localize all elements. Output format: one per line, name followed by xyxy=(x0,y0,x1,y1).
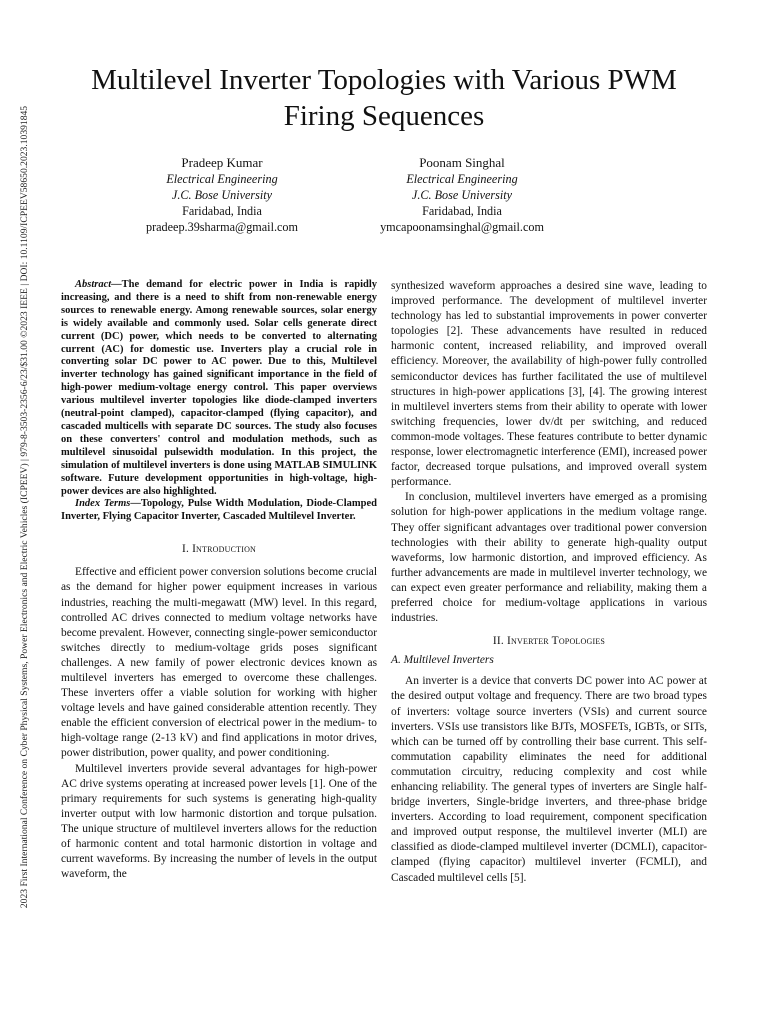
author-email[interactable]: ymcapoonamsinghal@gmail.com xyxy=(380,220,544,234)
title-line-1: Multilevel Inverter Topologies with Various PWM xyxy=(91,64,677,96)
multilevel-inverters-paragraph: An inverter is a device that converts DC power into AC power at the desired output voltage and frequency. There are two broad types of inverters: voltage source inverters (VSIs) and current source inverters. VSIs use transistors like BJTs, MOSFETs, IGBTs, or SITs, which can be turned off by controlling their base current. This self-commutation capability eliminates the need for additional commutation circuitry, reducing complexity and cost while enhancing reliability. The general types of inverters are Single half-bridge inverters, Single-bridge inverters, and three-phase bridge inverters. According to load requirement, component specification and improved output response, the multilevel inverter (MLI) are classified as diode-clamped multilevel inverter (DCMLI), capacitor-clamped (flying capacitor) multilevel inverter (FCMLI), and Cascaded multilevel cells [5]. xyxy=(391,675,707,884)
author-name: Poonam Singhal xyxy=(419,155,505,170)
left-column xyxy=(61,279,377,882)
section-number: I. xyxy=(181,543,189,556)
section-heading-introduction xyxy=(61,542,377,557)
author-university: J.C. Bose University xyxy=(171,188,273,202)
intro-paragraph-conclusion: In conclusion, multilevel inverters have emerged as a promising solution for high-power applications in the medium voltage range. They offer significant advantages over traditional power conversion technologies with their ability to generate high-quality output waveforms, low harmonic distortion, and improved efficiency. As further advancements are made in multilevel inverter technology, we can expect even greater performance and reliability, making them a preferred choice for medium-voltage applications in various industries. xyxy=(391,491,707,625)
author-block-2 xyxy=(332,155,592,235)
intro-paragraph-1: Effective and efficient power conversion solutions become crucial as the demand for higher power equipment increases in various industries, reaching the multi-megawatt (MW) level. In this regard, controlled AC drives connected to medium voltage networks have become prevalent. However, connecting single-power semiconductor switches directly to medium-voltage grids poses significant challenges. A new family of power electronic devices known as multilevel inverters has emerged to overcome these challenges. These inverters offer a viable solution for working with higher voltage levels and have gained considerable attention recently. They enable the efficient conversion of electrical power in the medium- to high-voltage range (2-13 kV) and find applications in motor drives, power distribution, power quality, and power conditioning. xyxy=(61,566,377,760)
index-terms-text: —Topology, Pulse Width Modulation, Diode-Clamped Inverter, Flying Capacitor Inverter, Cascaded Multilevel Inverter. xyxy=(61,498,377,523)
intro-paragraph-2: Multilevel inverters provide several advantages for high-power AC drive systems operating at increased power levels [1]. One of the primary requirements for such systems is generating high-quality inverter output with low harmonic distortion and torque pulsation. The unique structure of multilevel inverters allows for the reduction of harmonic content and total harmonic distortion in voltage and current waveforms. By increasing the number of levels in the output waveform, the xyxy=(61,762,377,881)
right-column xyxy=(391,279,707,886)
abstract-label: Abstract xyxy=(75,279,112,290)
author-department: Electrical Engineering xyxy=(166,172,278,186)
conference-sidebar-note: 2023 First International Conference on Cyber Physical Systems, Power Electronics and Electric Vehicles (ICPEEV) | 979-8-3503-2356-6/23/$31.00 ©2023 IEEE | DOI: 10.1109/ICPEEV58650.2023.10391845 xyxy=(19,105,30,909)
abstract-text: —The demand for electric power in India is rapidly increasing, and there is a need to shift from non-renewable energy sources to renewable energy. Among renewable sources, solar energy is widely available and commonly used. Solar cells generate direct current (DC) power, which needs to be converted to alternating current (AC) for domestic use. Inverters play a crucial role in converting solar DC power to AC power. Due to this, Multilevel inverter technology has gained significant importance in the field of high-power medium-voltage energy control. This paper overviews various multilevel inverter topologies like diode-clamped inverters (neutral-point clamped), capacitor-clamped (flying capacitor), and cascaded multicells with separate DC sources. The study also focuses on these converters' control and modulation methods, such as multilevel sinusoidal pulsewidth modulation. In this project, the simulation of multilevel inverters is done using MATLAB SIMULINK software. Future development opportunities in high-voltage, high-power devices are also highlighted. xyxy=(61,279,377,497)
author-block-1 xyxy=(92,155,352,235)
abstract xyxy=(61,279,377,524)
author-university: J.C. Bose University xyxy=(411,188,513,202)
author-city: Faridabad, India xyxy=(182,204,262,218)
author-email[interactable]: pradeep.39sharma@gmail.com xyxy=(145,220,298,234)
section-title: Introduction xyxy=(192,543,257,556)
author-city: Faridabad, India xyxy=(422,204,502,218)
subsection-heading-multilevel-inverters: A. Multilevel Inverters xyxy=(391,654,494,667)
author-department: Electrical Engineering xyxy=(406,172,518,186)
author-name: Pradeep Kumar xyxy=(181,155,263,170)
section-heading-inverter-topologies xyxy=(391,634,707,649)
paper-title xyxy=(40,62,728,134)
index-terms-label: Index Terms xyxy=(75,498,131,510)
title-line-2: Firing Sequences xyxy=(283,100,485,132)
section-number: II. xyxy=(492,635,504,648)
intro-paragraph-continued: synthesized waveform approaches a desired sine wave, leading to improved performance. The development of multilevel inverter technology has led to substantial improvements in power converter topologies [2]. These advancements have resulted in reduced harmonic content, increased reliability, and improved overall efficiency. Moreover, the availability of high-power fully controlled semiconductor devices has further facilitated the use of multilevel structures in high-power applications [3], [4]. The growing interest in multilevel inverters stems from their ability to operate with lower switching frequencies, lower dv/dt per switching, and reduced common-mode voltages. These features contribute to better dynamic response, lower electromagnetic interference (EMI), increased power factor, decreased torque pulsations, and improved overall system performance. xyxy=(391,280,707,489)
section-title: Inverter Topologies xyxy=(507,635,606,648)
